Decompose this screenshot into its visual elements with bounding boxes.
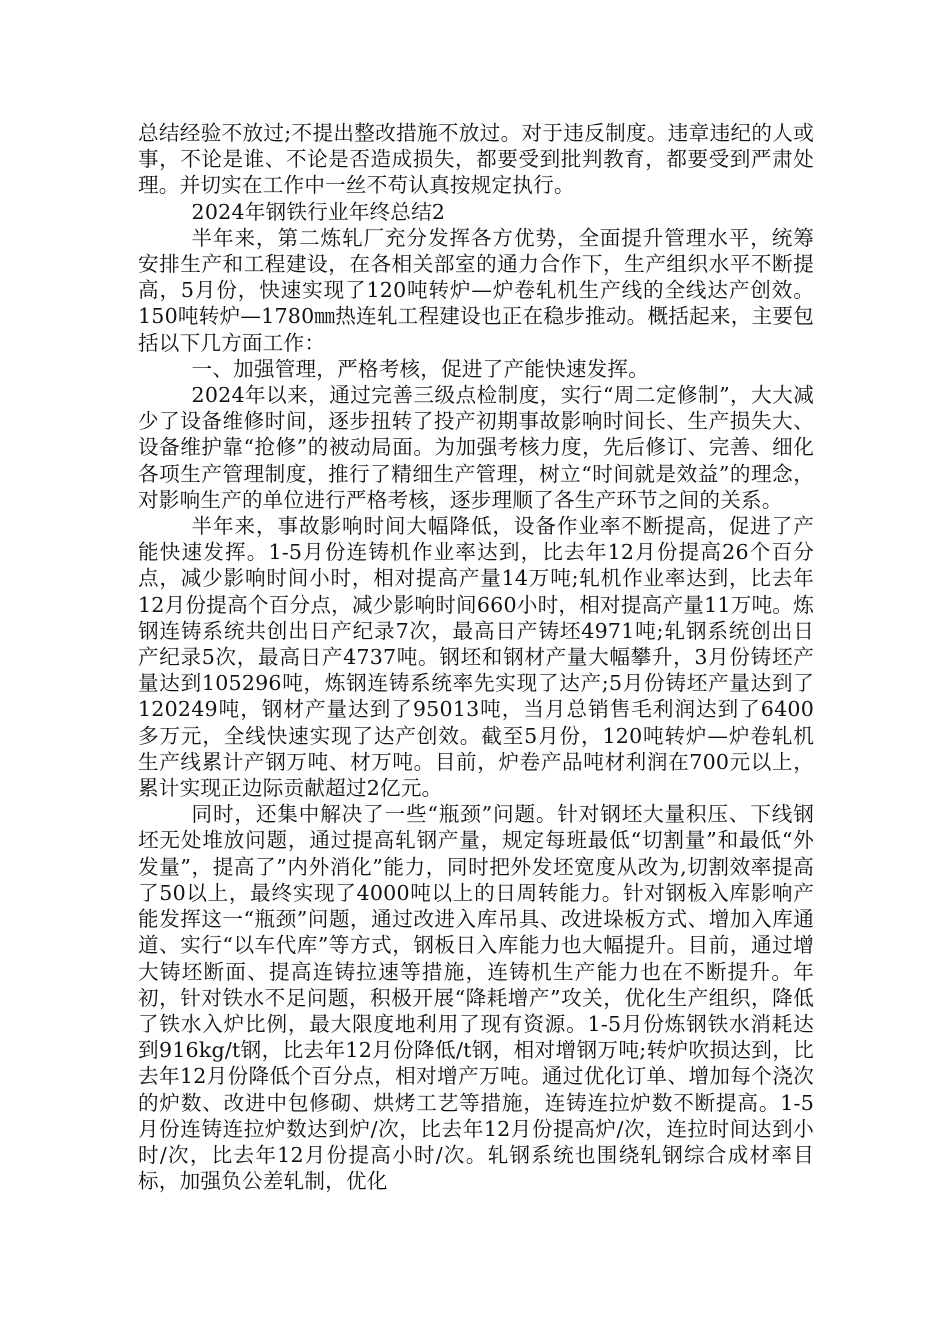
paragraph-3: 2024年以来，通过完善三级点检制度，实行“周二定修制”，大大减少了设备维修时间，逐步扭转了投产初期事故影响时间长、生产损失大、设备维护靠“抢修”的被动局面。为加强考核力度，先后修订、完善、细化各项生产管理制度，推行了精细生产管理，树立“时间就是效益”的理念，对影响生产的单位进行严格考核，逐步理顺了各生产环节之间的关系。	[138, 383, 814, 512]
paragraph-1: 总结经验不放过;不提出整改措施不放过。对于违反制度。违章违纪的人或事，不论是谁、不论是否造成损失，都要受到批判教育，都要受到严肃处理。并切实在工作中一丝不苟认真按规定执行。	[138, 121, 814, 198]
section-title: 2024年钢铁行业年终总结2	[191, 199, 446, 224]
document-body	[138, 120, 814, 1194]
paragraph-5: 同时，还集中解决了一些“瓶颈”问题。针对钢坯大量积压、下线钢坯无处堆放问题，通过提高轧钢产量，规定每班最低“切割量”和最低“外发量”，提高了”内外消化”能力，同时把外发坯宽度从改为,切割效率提高了50以上，最终实现了4000吨以上的日周转能力。针对钢板入库影响产能发挥这一“瓶颈”问题，通过改进入库吊具、改进垛板方式、增加入库通道、实行“以车代库”等方式，钢板日入库能力也大幅提升。目前，通过增大铸坯断面、提高连铸拉速等措施，连铸机生产能力也在不断提升。年初，针对铁水不足问题，积极开展“降耗增产”攻关，优化生产组织，降低了铁水入炉比例，最大限度地利用了现有资源。1-5月份炼钢铁水消耗达到916kg/t钢，比去年12月份降低/t钢，相对增钢万吨;转炉吹损达到，比去年12月份降低个百分点，相对增产万吨。通过优化订单、增加每个浇次的炉数、改进中包修砌、烘烤工艺等措施，连铸连拉炉数不断提高。1-5月份连铸连拉炉数达到炉/次，比去年12月份提高炉/次，连拉时间达到小时/次，比去年12月份提高小时/次。轧钢系统也围绕轧钢综合成材率目标，加强负公差轧制，优化	[138, 802, 814, 1194]
subsection-heading: 一、加强管理，严格考核，促进了产能快速发挥。	[191, 356, 650, 381]
paragraph-2: 半年来，第二炼轧厂充分发挥各方优势，全面提升管理水平，统筹安排生产和工程建设，在各相关部室的通力合作下，生产组织水平不断提高，5月份，快速实现了120吨转炉—炉卷轧机生产线的全线达产创效。150吨转炉—1780㎜热连轧工程建设也正在稳步推动。概括起来，主要包括以下几方面工作：	[138, 225, 814, 355]
paragraph-4: 半年来，事故影响时间大幅降低，设备作业率不断提高，促进了产能快速发挥。1-5月份连铸机作业率达到，比去年12月份提高26个百分点，减少影响时间小时，相对提高产量14万吨;轧机作业率达到，比去年12月份提高个百分点，减少影响时间660小时，相对提高产量11万吨。炼钢连铸系统共创出日产纪录7次，最高日产铸坯4971吨;轧钢系统创出日产纪录5次，最高日产4737吨。钢坯和钢材产量大幅攀升，3月份铸坯产量达到105296吨，炼钢连铸系统率先实现了达产;5月份铸坯产量达到了120249吨，钢材产量达到了95013吨，当月总销售毛利润达到了6400多万元，全线快速实现了达产创效。截至5月份，120吨转炉—炉卷轧机生产线累计产钢万吨、材万吨。目前，炉卷产品吨材利润在700元以上，累计实现正边际贡献超过2亿元。	[138, 514, 814, 801]
